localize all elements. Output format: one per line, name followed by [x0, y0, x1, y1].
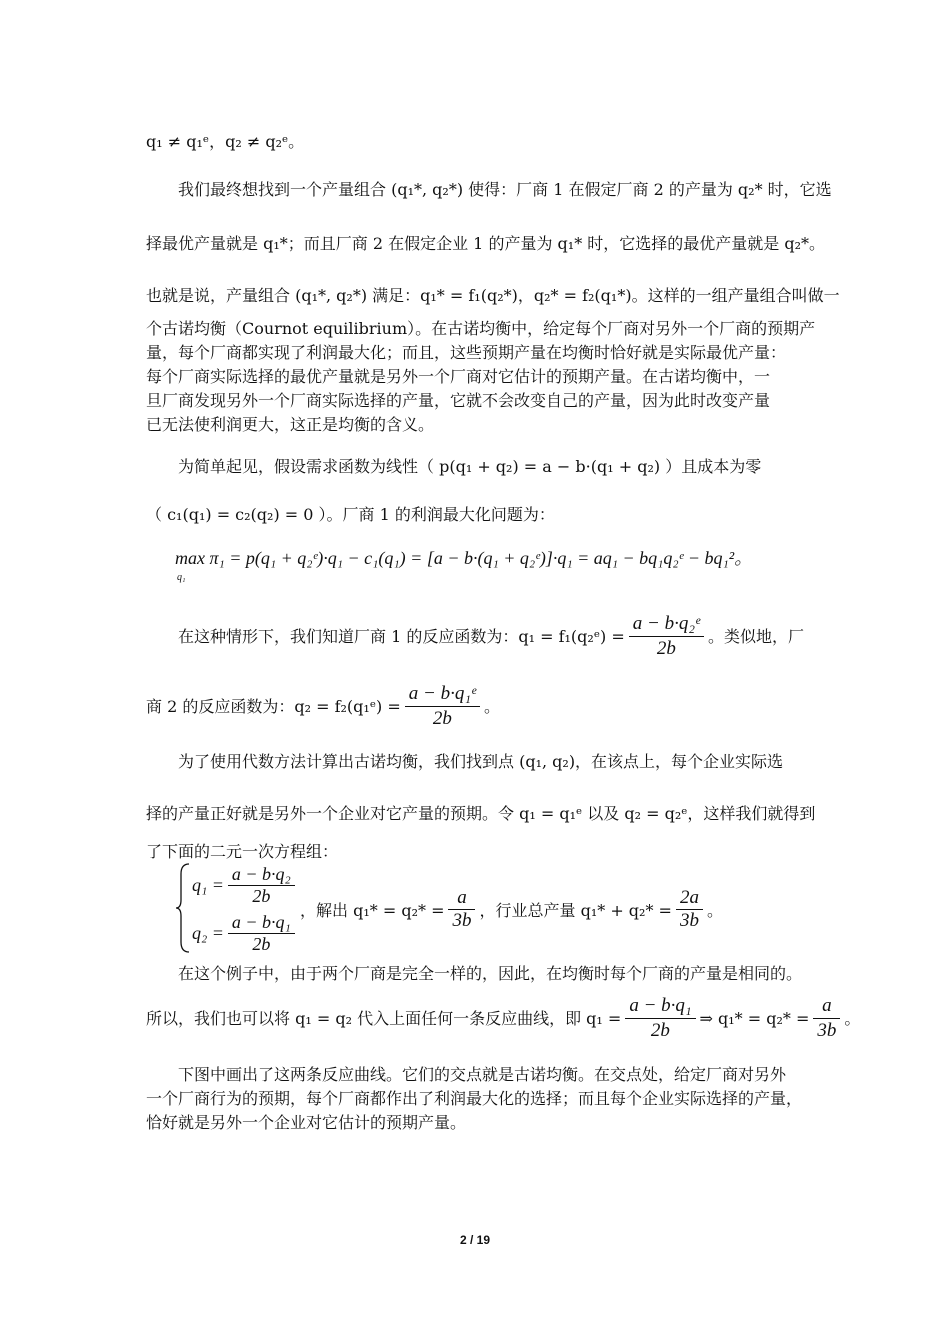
numerator: a − b·q₂	[228, 864, 295, 886]
text-segment: 。类似地，厂	[707, 626, 804, 646]
reaction-function-1-line	[146, 612, 808, 661]
system-equation-2	[192, 912, 299, 955]
text-segment: ，解出 q₁* = q₂* =	[300, 901, 445, 920]
fraction	[405, 682, 480, 731]
paragraph-line: 已无法使利润更大，这正是均衡的含义。	[146, 415, 435, 434]
text-segment: 。	[844, 1008, 861, 1028]
numerator: 2a	[676, 887, 703, 910]
page-number: 2 / 19	[459, 1233, 491, 1247]
paragraph-line: 量，每个厂商都实现了利润最大化；而且，这些预期产量在均衡时恰好就是实际最优产量：	[146, 343, 787, 362]
system-solution-line	[300, 887, 723, 932]
numerator: a	[448, 887, 475, 910]
paragraph-line: 择最优产量就是 q₁*；而且厂商 2 在假定企业 1 的产量为 q₁* 时，它选择的最优产量就是 q₂*。	[146, 234, 826, 253]
paragraph-line: 个古诺均衡（Cournot equilibrium）。在古诺均衡中，给定每个厂商对另外一个厂商的预期产	[146, 319, 816, 338]
paragraph-line: 旦厂商发现另外一个厂商实际选择的产量，它就不会改变自己的产量，因为此时改变产量	[146, 391, 771, 410]
paragraph-line: 在这个例子中，由于两个厂商是完全一样的，因此，在均衡时每个厂商的产量是相同的。	[178, 964, 803, 983]
inequality-line: q₁ ≠ q₁ᵉ，q₂ ≠ q₂ᵉ。	[146, 132, 305, 151]
fraction	[625, 994, 695, 1043]
paragraph-line: 恰好就是另外一个企业对它估计的预期产量。	[146, 1113, 467, 1132]
profit-maximization-equation: max π₁ = p(q₁ + q₂ᵉ)·q₁ − c₁(q₁) = [a − b·(q₁ + q₂ᵉ)]·q₁ = aq₁ − bq₁q₂ᵉ − bq₁²。	[175, 548, 753, 568]
system-equation-1	[192, 864, 299, 907]
paragraph-line: 每个厂商实际选择的最优产量就是另外一个厂商对它估计的预期产量。在古诺均衡中，一	[146, 367, 771, 386]
substitution-line	[146, 994, 861, 1043]
text-segment: 。	[706, 901, 723, 920]
denominator: 2b	[432, 708, 452, 729]
max-subscript: q₁	[177, 572, 186, 583]
denominator: 2b	[252, 934, 271, 954]
text-segment: 在这种情形下，我们知道厂商 1 的反应函数为：q₁ = f₁(q₂ᵉ) =	[178, 626, 625, 646]
numerator: a − b·q₂ᵉ	[629, 612, 704, 637]
numerator: a	[813, 994, 840, 1019]
system-brace	[175, 862, 191, 954]
fraction	[629, 612, 704, 661]
text-segment: 。	[483, 696, 500, 716]
text-segment: 所以，我们也可以将 q₁ = q₂ 代入上面任何一条反应曲线，即 q₁ =	[146, 1008, 622, 1028]
numerator: a − b·q₁	[228, 912, 295, 934]
paragraph-line: 为简单起见，假设需求函数为线性（ p(q₁ + q₂) = a − b·(q₁ + q₂) ）且成本为零	[178, 457, 762, 476]
fraction	[813, 994, 840, 1043]
paragraph-line: 我们最终想找到一个产量组合 (q₁*, q₂*) 使得：厂商 1 在假定厂商 2 的产量为 q₂* 时，它选	[178, 180, 832, 199]
fraction	[228, 912, 295, 955]
fraction	[676, 887, 703, 932]
denominator: 3b	[452, 910, 472, 931]
denominator: 2b	[650, 1020, 670, 1041]
denominator: 3b	[817, 1020, 837, 1041]
paragraph-line: 了下面的二元一次方程组：	[146, 842, 339, 861]
text-segment: 商 2 的反应函数为：q₂ = f₂(q₁ᵉ) =	[146, 696, 401, 716]
equation-lhs: q₁ =	[192, 875, 224, 895]
paragraph-line: 一个厂商行为的预期，每个厂商都作出了利润最大化的选择；而且每个企业实际选择的产量，	[146, 1089, 803, 1108]
paragraph-line: 择的产量正好就是另外一个企业对它产量的预期。令 q₁ = q₁ᵉ 以及 q₂ = q₂ᵉ，这样我们就得到	[146, 804, 816, 823]
paragraph-line: （ c₁(q₁) = c₂(q₂) = 0 ）。厂商 1 的利润最大化问题为：	[146, 505, 555, 524]
denominator: 3b	[679, 910, 699, 931]
fraction	[228, 864, 295, 907]
reaction-function-2-line	[146, 682, 808, 731]
text-segment: ，行业总产量 q₁* + q₂* =	[479, 901, 672, 920]
equation-lhs: q₂ =	[192, 923, 224, 943]
fraction	[448, 887, 475, 932]
paragraph-line: 也就是说，产量组合 (q₁*, q₂*) 满足：q₁* = f₁(q₂*)，q₂* = f₂(q₁*)。这样的一组产量组合叫做一	[146, 286, 840, 305]
numerator: a − b·q₁	[625, 994, 695, 1019]
denominator: 2b	[656, 638, 676, 659]
paragraph-line: 下图中画出了这两条反应曲线。它们的交点就是古诺均衡。在交点处，给定厂商对另外	[178, 1065, 787, 1084]
paragraph-line: 为了使用代数方法计算出古诺均衡，我们找到点 (q₁, q₂)，在该点上，每个企业实际选	[178, 752, 784, 771]
denominator: 2b	[252, 886, 271, 906]
numerator: a − b·q₁ᵉ	[405, 682, 480, 707]
text-segment: ⇒ q₁* = q₂* =	[699, 1008, 810, 1028]
